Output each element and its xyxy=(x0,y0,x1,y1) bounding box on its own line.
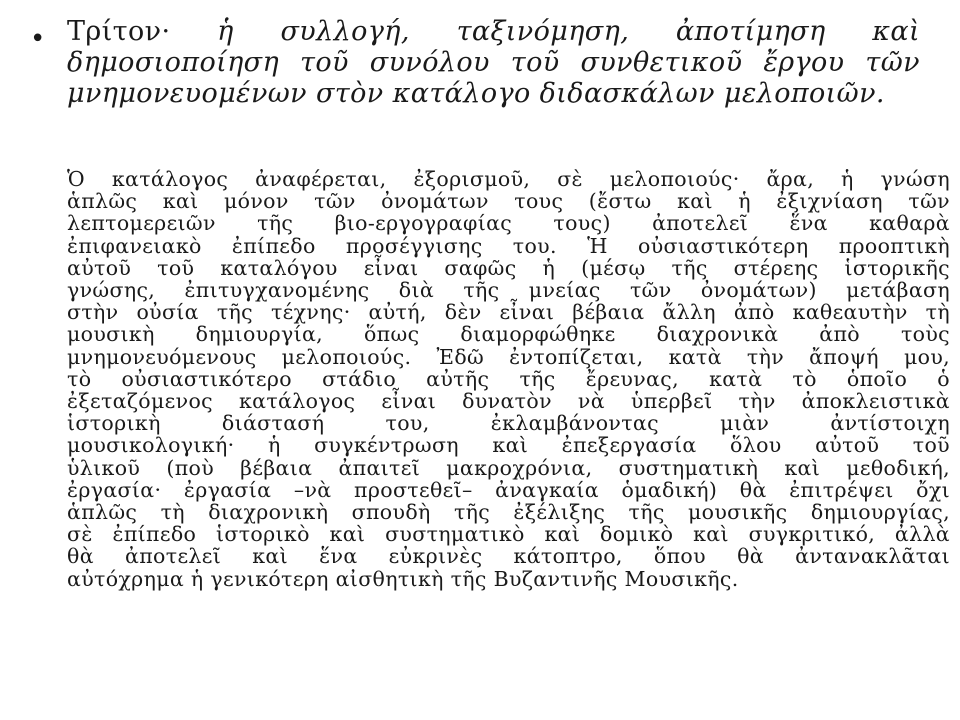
paragraph-line: στὴν οὐσία τῆς τέχνης· αὐτή, δὲν εἶναι βέβαια ἄλλη ἀπὸ καθεαυτὴν τὴ xyxy=(67,300,950,325)
paragraph-line: μουσικὴ δημιουργία, ὅπως διαμορφώθηκε διαχρονικὰ ἀπὸ τοὺς xyxy=(67,322,950,347)
paragraph-line: ἁπλῶς καὶ μόνον τῶν ὀνομάτων τους (ἔστω καὶ ἡ ἐξιχνίαση τῶν xyxy=(67,189,950,214)
paragraph-line: ἐπιφανειακὸ ἐπίπεδο προσέγγισης του. Ἡ οὐσιαστικότερη προοπτικὴ xyxy=(67,233,950,258)
paragraph-line: ἐργασία· ἐργασία –νὰ προστεθεῖ– ἀναγκαία ὁμαδική) θὰ ἐπιτρέψει ὄχι xyxy=(67,477,950,502)
paragraph-line: σὲ ἐπίπεδο ἱστορικὸ καὶ συστηματικὸ καὶ δομικὸ καὶ συγκριτικό, ἀλλὰ xyxy=(67,522,950,547)
paragraph-line: αὐτοῦ τοῦ καταλόγου εἶναι σαφῶς ἡ (μέσῳ τῆς στέρεης ἱστορικῆς xyxy=(67,255,950,280)
bullet-dot-icon: • xyxy=(30,24,46,54)
body-paragraph xyxy=(67,168,950,590)
bullet-point xyxy=(30,16,930,109)
bullet-heading: Τρίτον· xyxy=(67,16,171,47)
bullet-body: ἡ συλλογή, ταξινόμηση, ἀποτίμηση καὶ δημοσιοποίηση τοῦ συνόλου τοῦ συνθετικοῦ ἔργου τῶν μνημονευομένων στὸν κατάλογο διδασκάλων μελοποιῶν. xyxy=(67,16,920,109)
paragraph-line: λεπτομερειῶν τῆς βιο-εργογραφίας τους) ἀποτελεῖ ἕνα καθαρὰ xyxy=(67,211,950,236)
paragraph-line: θὰ ἀποτελεῖ καὶ ἕνα εὐκρινὲς κάτοπτρο, ὅπου θὰ ἀντανακλᾶται xyxy=(67,544,950,569)
paragraph-line: Ὁ κατάλογος ἀναφέρεται, ἐξορισμοῦ, σὲ μελοποιούς· ἄρα, ἡ γνώση xyxy=(67,167,950,191)
paragraph-line: ἁπλῶς τὴ διαχρονικὴ σπουδὴ τῆς ἐξέλιξης τῆς μουσικῆς δημιουργίας, xyxy=(67,500,950,525)
paragraph-line: αὐτόχρημα ἡ γενικότερη αἰσθητικὴ τῆς Βυζαντινῆς Μουσικῆς. xyxy=(67,566,739,591)
paragraph-line: τὸ οὐσιαστικότερο στάδιο αὐτῆς τῆς ἔρευνας, κατὰ τὸ ὁποῖο ὁ xyxy=(67,366,950,391)
bullet-text xyxy=(67,16,920,109)
paragraph-line: ἱστορικὴ διάστασή του, ἐκλαμβάνοντας μιὰν ἀντίστοιχη xyxy=(67,411,950,436)
paragraph-line: ὑλικοῦ (ποὺ βέβαια ἀπαιτεῖ μακροχρόνια, συστηματικὴ καὶ μεθοδική, xyxy=(67,455,950,480)
paragraph-line: μνημονευόμενους μελοποιούς. Ἐδῶ ἐντοπίζεται, κατὰ τὴν ἄποψή μου, xyxy=(67,344,950,369)
paragraph-line: ἐξεταζόμενος κατάλογος εἶναι δυνατὸν νὰ ὑπερβεῖ τὴν ἀποκλειστικὰ xyxy=(67,389,950,414)
paragraph-line: γνώσης, ἐπιτυγχανομένης διὰ τῆς μνείας τῶν ὀνομάτων) μετάβαση xyxy=(67,278,950,303)
paragraph-line: μουσικολογική· ἡ συγκέντρωση καὶ ἐπεξεργασία ὅλου αὐτοῦ τοῦ xyxy=(67,433,950,458)
